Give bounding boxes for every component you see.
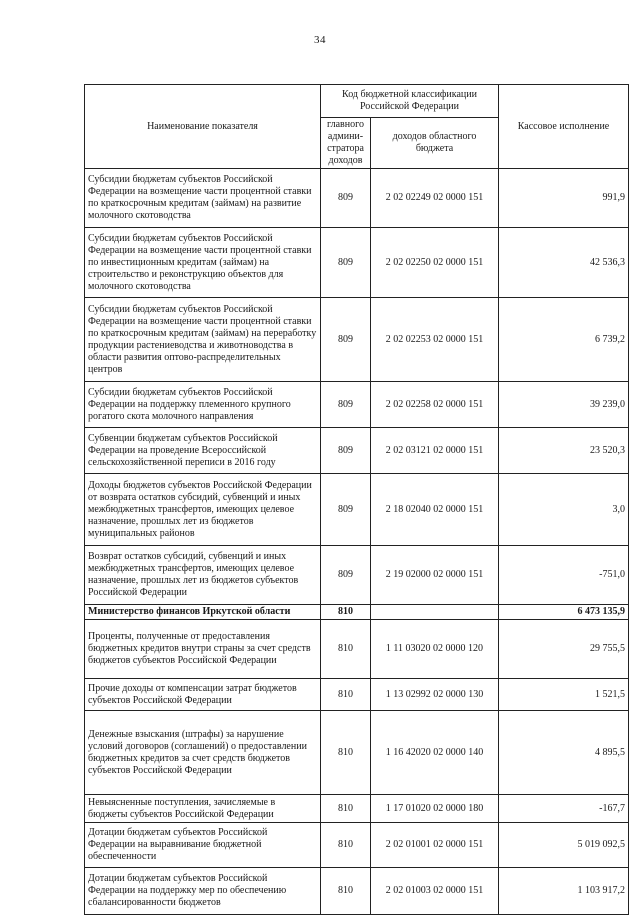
revenue-code-cell: 1 17 01020 02 0000 180 xyxy=(371,795,499,823)
ministry-total-row xyxy=(85,605,629,620)
administrator-code-cell: 809 xyxy=(321,169,371,228)
administrator-code-cell: 810 xyxy=(321,679,371,711)
table-row xyxy=(85,474,629,546)
table-row xyxy=(85,823,629,868)
header-cash-execution: Кассовое исполнение xyxy=(499,85,629,169)
revenue-code-cell: 2 02 02253 02 0000 151 xyxy=(371,298,499,382)
cash-execution-cell: 5 019 092,5 xyxy=(499,823,629,868)
indicator-name-cell: Дотации бюджетам субъектов Российской Федерации на выравнивание бюджетной обеспеченности xyxy=(85,823,321,868)
indicator-name-cell: Субвенции бюджетам субъектов Российской Федерации на проведение Всероссийской сельскохозяйственной переписи в 2016 году xyxy=(85,428,321,474)
indicator-name-cell: Возврат остатков субсидий, субвенций и иных межбюджетных трансфертов, имеющих целевое назначение, прошлых лет из бюджетов субъектов Российской Федерации xyxy=(85,546,321,605)
indicator-name-cell: Прочие доходы от компенсации затрат бюджетов субъектов Российской Федерации xyxy=(85,679,321,711)
header-main-administrator: главного админи-стратора доходов xyxy=(321,118,371,169)
administrator-code-cell: 809 xyxy=(321,382,371,428)
cash-execution-cell: 29 755,5 xyxy=(499,620,629,679)
revenue-code-cell xyxy=(371,605,499,620)
administrator-code-cell: 809 xyxy=(321,474,371,546)
indicator-name-cell: Доходы бюджетов субъектов Российской Федерации от возврата остатков субсидий, субвенций и иных межбюджетных трансфертов, имеющих целевое назначение, прошлых лет из бюджетов муниципальных районов xyxy=(85,474,321,546)
cash-execution-cell: 3,0 xyxy=(499,474,629,546)
table-row xyxy=(85,169,629,228)
cash-execution-cell: 23 520,3 xyxy=(499,428,629,474)
revenue-code-cell: 2 02 01001 02 0000 151 xyxy=(371,823,499,868)
header-indicator-name: Наименование показателя xyxy=(85,85,321,169)
cash-execution-cell: 991,9 xyxy=(499,169,629,228)
administrator-code-cell: 809 xyxy=(321,298,371,382)
indicator-name-cell: Субсидии бюджетам субъектов Российской Федерации на возмещение части процентной ставки по краткосрочным кредитам (займам) на развитие молочного скотоводства xyxy=(85,169,321,228)
revenue-code-cell: 2 02 02249 02 0000 151 xyxy=(371,169,499,228)
indicator-name-cell: Невыясненные поступления, зачисляемые в бюджеты субъектов Российской Федерации xyxy=(85,795,321,823)
table-row xyxy=(85,620,629,679)
indicator-name-cell: Дотации бюджетам субъектов Российской Федерации на поддержку мер по обеспечению сбалансированности бюджетов xyxy=(85,868,321,915)
table-row xyxy=(85,546,629,605)
revenue-code-cell: 2 02 01003 02 0000 151 xyxy=(371,868,499,915)
budget-revenue-table xyxy=(84,84,629,915)
table-row xyxy=(85,298,629,382)
administrator-code-cell: 809 xyxy=(321,228,371,298)
indicator-name-cell: Проценты, полученные от предоставления бюджетных кредитов внутри страны за счет средств бюджетов субъектов Российской Федерации xyxy=(85,620,321,679)
table-row xyxy=(85,382,629,428)
page-number: 34 xyxy=(314,34,326,46)
cash-execution-cell: 6 473 135,9 xyxy=(499,605,629,620)
administrator-code-cell: 810 xyxy=(321,711,371,795)
administrator-code-cell: 809 xyxy=(321,546,371,605)
table-row xyxy=(85,711,629,795)
administrator-code-cell: 809 xyxy=(321,428,371,474)
header-classification-code: Код бюджетной классификации Российской Федерации xyxy=(321,85,499,118)
indicator-name-cell: Субсидии бюджетам субъектов Российской Федерации на поддержку племенного крупного рогатого скота молочного направления xyxy=(85,382,321,428)
header-regional-revenue-code: доходов областного бюджета xyxy=(371,118,499,169)
cash-execution-cell: 6 739,2 xyxy=(499,298,629,382)
revenue-code-cell: 1 16 42020 02 0000 140 xyxy=(371,711,499,795)
table-row xyxy=(85,679,629,711)
cash-execution-cell: 4 895,5 xyxy=(499,711,629,795)
revenue-code-cell: 2 02 02250 02 0000 151 xyxy=(371,228,499,298)
cash-execution-cell: 39 239,0 xyxy=(499,382,629,428)
administrator-code-cell: 810 xyxy=(321,605,371,620)
table-row xyxy=(85,868,629,915)
revenue-code-cell: 1 11 03020 02 0000 120 xyxy=(371,620,499,679)
administrator-code-cell: 810 xyxy=(321,868,371,915)
cash-execution-cell: 1 103 917,2 xyxy=(499,868,629,915)
revenue-code-cell: 2 18 02040 02 0000 151 xyxy=(371,474,499,546)
revenue-code-cell: 2 19 02000 02 0000 151 xyxy=(371,546,499,605)
indicator-name-cell: Субсидии бюджетам субъектов Российской Федерации на возмещение части процентной ставки по инвестиционным кредитам (займам) на строительство и реконструкцию объектов для молочного скотоводства xyxy=(85,228,321,298)
indicator-name-cell: Денежные взыскания (штрафы) за нарушение условий договоров (соглашений) о предоставлении бюджетных кредитов за счет средств бюджетов субъектов Российской Федерации xyxy=(85,711,321,795)
cash-execution-cell: 1 521,5 xyxy=(499,679,629,711)
revenue-code-cell: 1 13 02992 02 0000 130 xyxy=(371,679,499,711)
revenue-code-cell: 2 02 03121 02 0000 151 xyxy=(371,428,499,474)
administrator-code-cell: 810 xyxy=(321,823,371,868)
table-row xyxy=(85,228,629,298)
administrator-code-cell: 810 xyxy=(321,795,371,823)
cash-execution-cell: -167,7 xyxy=(499,795,629,823)
indicator-name-cell: Министерство финансов Иркутской области xyxy=(85,605,321,620)
cash-execution-cell: -751,0 xyxy=(499,546,629,605)
revenue-code-cell: 2 02 02258 02 0000 151 xyxy=(371,382,499,428)
table-row xyxy=(85,795,629,823)
table-row xyxy=(85,428,629,474)
indicator-name-cell: Субсидии бюджетам субъектов Российской Федерации на возмещение части процентной ставки по краткосрочным кредитам (займам) на переработку продукции растениеводства и животноводства в области развития оптово-распределительных центров xyxy=(85,298,321,382)
cash-execution-cell: 42 536,3 xyxy=(499,228,629,298)
administrator-code-cell: 810 xyxy=(321,620,371,679)
